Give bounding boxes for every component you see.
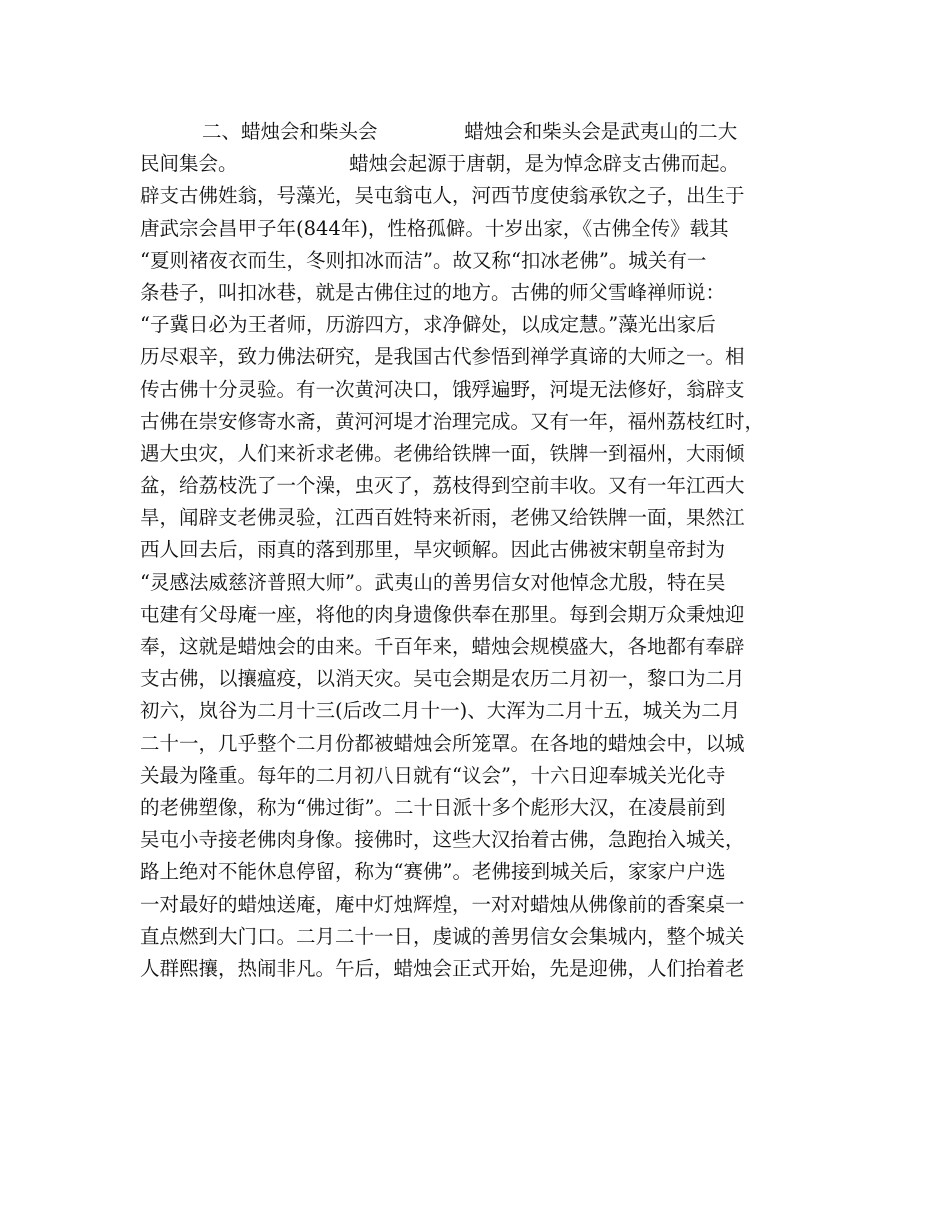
text-line: 民间集会。 蜡烛会起源于唐朝，是为悼念辟支古佛而起。 <box>140 152 740 176</box>
text-line: 路上绝对不能休息停留，称为“赛佛”。老佛接到城关后，家家户户选 <box>140 860 726 884</box>
text-line: 历尽艰辛，致力佛法研究，是我国古代参悟到禅学真谛的大师之一。相 <box>140 345 745 369</box>
text-line: 一对最好的蜡烛送庵，庵中灯烛辉煌，一对对蜡烛从佛像前的香案桌一 <box>140 892 745 916</box>
text-line: 初六，岚谷为二月十三(后改二月十一)、大浑为二月十五，城关为二月 <box>140 699 741 723</box>
text-line: 西人回去后，雨真的落到那里，旱灾顿解。因此古佛被宋朝皇帝封为 <box>140 538 726 562</box>
text-line: 屯建有父母庵一座，将他的肉身遗像供奉在那里。每到会期万众秉烛迎 <box>140 602 745 626</box>
text-line: 遇大虫灾，人们来祈求老佛。老佛给铁牌一面，铁牌一到福州，大雨倾 <box>140 441 745 465</box>
text-line: 辟支古佛姓翁，号藻光，吴屯翁屯人，河西节度使翁承钦之子，出生于 <box>140 184 745 208</box>
text-line: “灵感法威慈济普照大师”。武夷山的善男信女对他悼念尤殷，特在吴 <box>140 570 726 594</box>
text-line: 二十一，几乎整个二月份都被蜡烛会所笼罩。在各地的蜡烛会中，以城 <box>140 731 745 755</box>
body-text <box>140 116 830 985</box>
text-line: 二、蜡烛会和柴头会 蜡烛会和柴头会是武夷山的二大 <box>140 120 738 143</box>
text-line: 人群熙攘，热闹非凡。午后，蜡烛会正式开始，先是迎佛，人们抬着老 <box>140 956 745 980</box>
text-line: “子冀日必为王者师，历游四方，求净僻处，以成定慧。”藻光出家后 <box>140 313 716 337</box>
text-line: 直点燃到大门口。二月二十一日，虔诚的善男信女会集城内，整个城关 <box>140 924 745 948</box>
text-line: 的老佛塑像，称为“佛过街”。二十日派十多个彪形大汉，在凌晨前到 <box>140 795 726 819</box>
text-line: 条巷子，叫扣冰巷，就是古佛住过的地方。古佛的师父雪峰禅师说： <box>140 280 726 304</box>
text-line: 传古佛十分灵验。有一次黄河决口，饿殍遍野，河堤无法修好，翁辟支 <box>140 377 745 401</box>
text-line: “夏则褚夜衣而生，冬则扣冰而洁”。故又称“扣冰老佛”。城关有一 <box>140 248 707 272</box>
text-line: 奉，这就是蜡烛会的由来。千百年来，蜡烛会规模盛大，各地都有奉辟 <box>140 635 745 658</box>
text-line: 支古佛，以攘瘟疫，以消天灾。吴屯会期是农历二月初一，黎口为二月 <box>140 667 745 691</box>
text-line: 唐武宗会昌甲子年(844年)，性格孤僻。十岁出家，《古佛全传》载其 <box>140 216 729 240</box>
text-line: 古佛在崇安修寄水斋，黄河河堤才治理完成。又有一年，福州荔枝红时， <box>140 409 765 433</box>
text-line: 关最为隆重。每年的二月初八日就有“议会”，十六日迎奉城关光化寺 <box>140 763 726 787</box>
text-line: 盆，给荔枝洗了一个澡，虫灭了，荔枝得到空前丰收。又有一年江西大 <box>140 474 745 498</box>
text-line: 吴屯小寺接老佛肉身像。接佛时，这些大汉抬着古佛，急跑抬入城关， <box>140 828 745 852</box>
text-line: 旱，闻辟支老佛灵验，江西百姓特来祈雨，老佛又给铁牌一面，果然江 <box>140 506 745 530</box>
